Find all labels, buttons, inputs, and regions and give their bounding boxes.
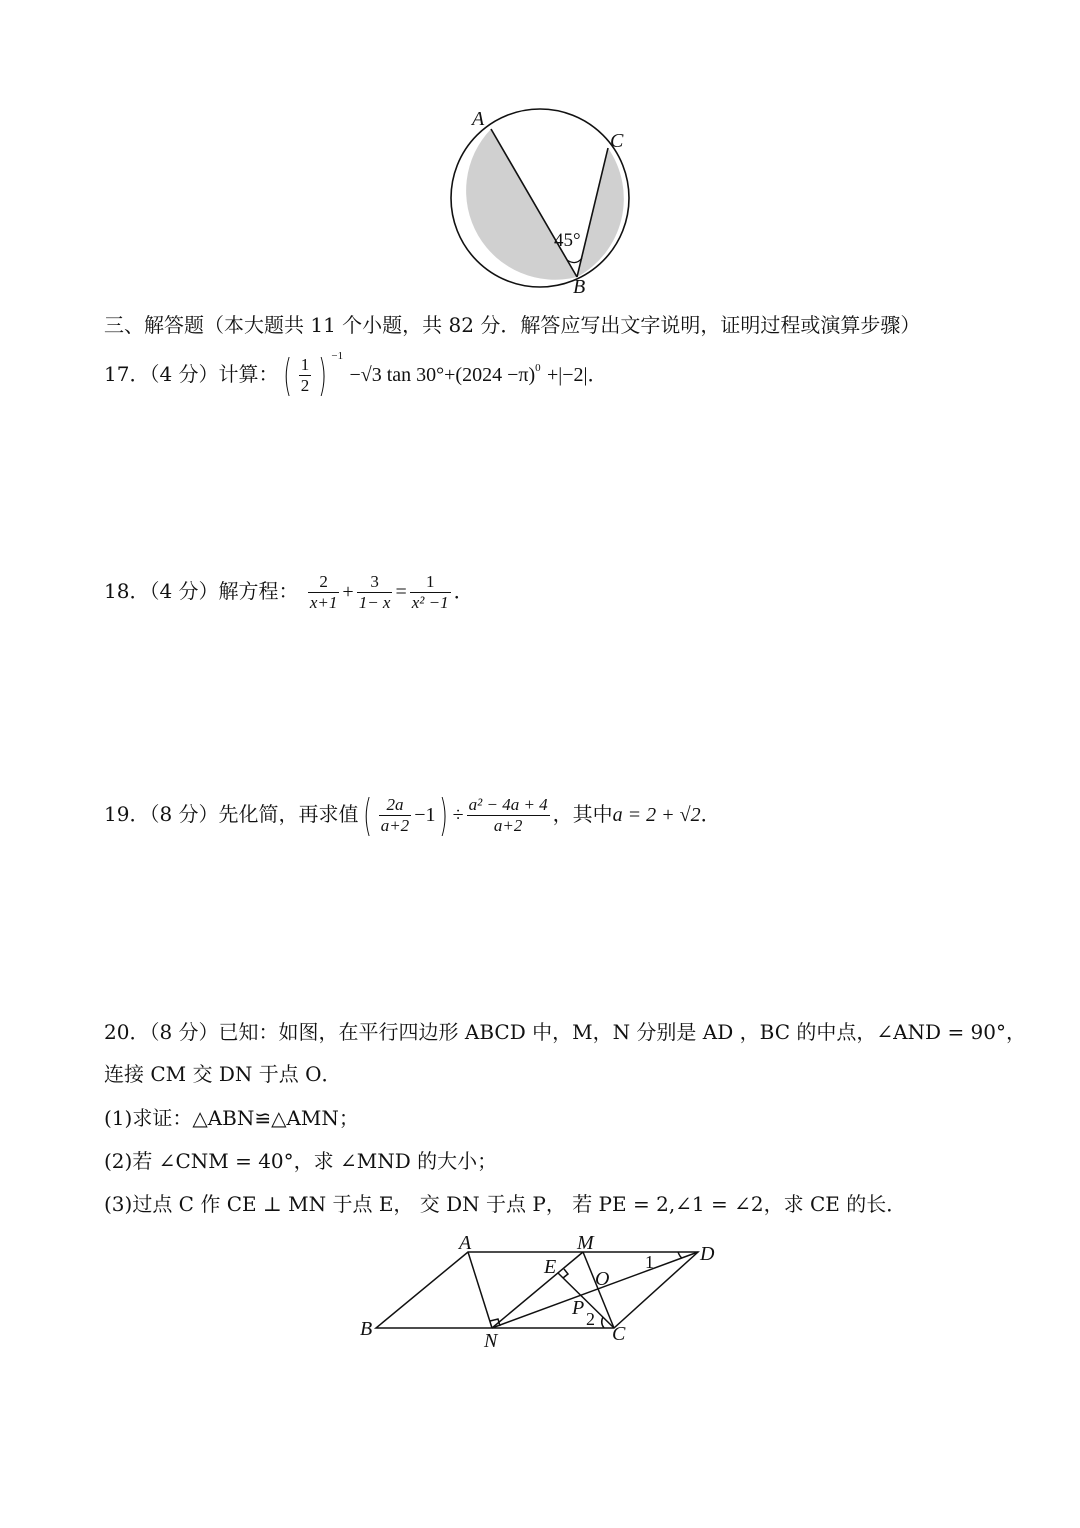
segment-nm (492, 1252, 583, 1328)
q18-f1-num: 2 (308, 572, 340, 593)
angle-mark-1 (678, 1252, 682, 1258)
fig2-label-c: C (612, 1323, 626, 1345)
fig2-label-o: O (595, 1268, 610, 1290)
q18-fraction-2 (357, 572, 393, 613)
section-header: 三、解答题（本大题共 11 个小题，共 82 分．解答应写出文字说明，证明过程或演算步骤） (104, 313, 921, 337)
question-17 (104, 350, 608, 401)
question-19 (104, 790, 721, 841)
q19-prefix: 19．（8 分）先化简，再求值 (104, 802, 359, 826)
fig2-label-b: B (360, 1318, 373, 1340)
q17-prefix: 17．（4 分）计算： (104, 362, 279, 386)
q19-paren-open: ( (362, 790, 372, 841)
fig2-angle-1: 1 (645, 1252, 654, 1272)
q19-minus1: −1 (414, 804, 436, 826)
q19-paren-close: ) (439, 790, 449, 841)
q19-fraction-2 (467, 795, 550, 836)
q19-suffix: ，其中 (552, 802, 613, 826)
q17-half-den: 2 (300, 376, 310, 395)
fig2-label-d: D (700, 1243, 715, 1265)
q20-part3: (3)过点 C 作 CE ⊥ MN 于点 E， 交 DN 于点 P， 若 PE = 2,∠1 = ∠2，求 CE 的长． (104, 1192, 907, 1216)
q18-f2-num: 3 (357, 572, 393, 593)
q17-paren-close: ) (318, 350, 328, 401)
q20-line2: 连接 CM 交 DN 于点 O． (104, 1062, 342, 1086)
figure1-label-a: A (472, 108, 485, 130)
q17-term3: (2024 −π) (455, 364, 536, 386)
figure1-label-b: B (573, 276, 586, 298)
figure-parallelogram (360, 1235, 730, 1350)
figure1-angle-label: 45° (554, 230, 581, 251)
shaded-segment-ab (466, 129, 577, 280)
q17-exponent-neg1: −1 (331, 350, 344, 362)
q20-part1: (1)求证：△ABN≌△AMN； (104, 1106, 359, 1130)
q20-part2: (2)若 ∠CNM = 40°，求 ∠MND 的大小； (104, 1149, 498, 1173)
q18-f3-den: x² −1 (411, 593, 449, 612)
q18-prefix: 18．（4 分）解方程： (104, 579, 299, 603)
q17-exponent-0: 0 (535, 362, 541, 374)
q19-fraction-1 (379, 795, 411, 836)
q17-half-num: 1 (300, 355, 310, 374)
q17-paren-open: ( (282, 350, 292, 401)
segment-an (468, 1252, 492, 1328)
q17-half-fraction (299, 355, 312, 396)
q18-fraction-3 (410, 572, 451, 613)
q19-f2-num: a² − 4a + 4 (468, 795, 548, 814)
q20-line1: 20．（8 分）已知：如图，在平行四边形 ABCD 中，M，N 分别是 AD ，BC 的中点，∠AND = 90°， (104, 1020, 1027, 1044)
fig2-label-p: P (572, 1297, 585, 1319)
q18-equals: = (395, 581, 407, 603)
q17-term4: +|−2|． (546, 364, 608, 386)
q19-f1-num: 2a (379, 795, 411, 816)
q19-condition: a = 2 + √2 (612, 804, 701, 826)
q18-fraction-1 (308, 572, 340, 613)
fig2-label-n: N (484, 1330, 498, 1352)
fig2-label-a: A (459, 1232, 472, 1254)
q18-f2-den: 1− x (358, 593, 391, 612)
right-angle-e (563, 1269, 568, 1278)
fig2-label-m: M (577, 1232, 594, 1254)
q19-f1-den: a+2 (380, 816, 410, 835)
fig2-angle-2: 2 (586, 1309, 595, 1329)
q19-f2-den: a+2 (493, 816, 523, 835)
figure1-label-c: C (610, 130, 624, 152)
q18-f3-num: 1 (410, 572, 451, 593)
q18-plus: + (342, 581, 354, 603)
angle-arc (567, 258, 582, 263)
q19-end: ． (700, 802, 721, 826)
fig2-label-e: E (544, 1256, 557, 1278)
q18-f1-den: x+1 (309, 593, 338, 612)
q17-term2: −√3 tan 30°+ (349, 364, 456, 386)
q19-divide: ÷ (452, 804, 464, 826)
shaded-segment-bc (577, 148, 624, 277)
question-18 (104, 572, 474, 613)
q18-end: ． (453, 579, 474, 603)
